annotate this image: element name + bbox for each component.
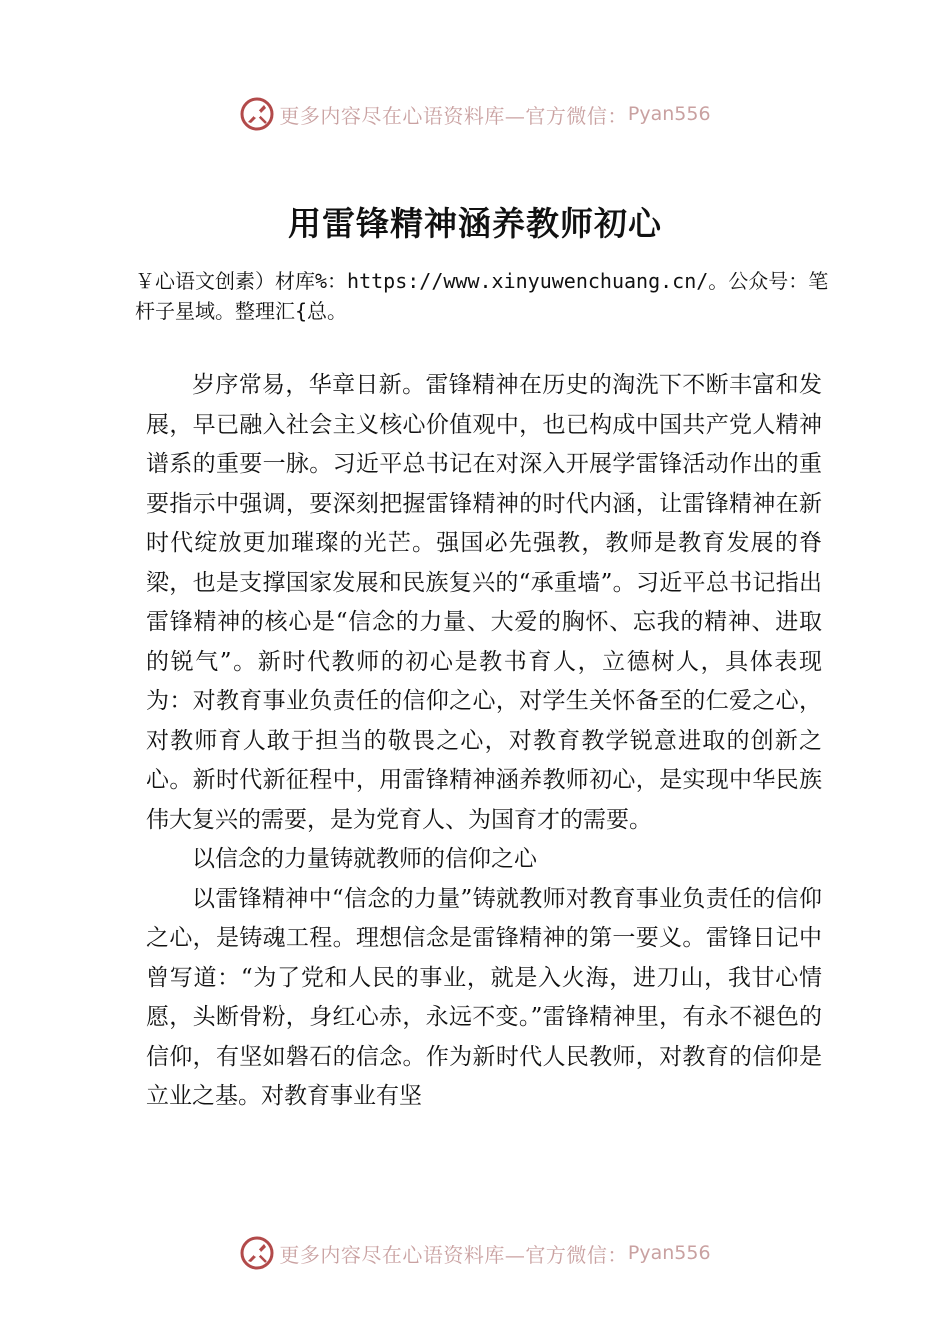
quill-pen-logo-icon [239,96,275,132]
source-line: ￥心语文创素）材库%：https://www.xinyuwenchuang.cn/。公众号：笔杆子星域。整理汇{总。 [135,269,829,323]
header-watermark-banner [0,94,950,134]
document-body [146,366,822,1117]
watermark-contact: Pyan556 [627,1242,711,1264]
watermark-contact: Pyan556 [627,103,711,125]
document-title: 用雷锋精神涵养教师初心 [288,204,662,243]
quill-pen-logo-icon [239,1235,275,1271]
body-paragraph: 岁序常易，华章日新。雷锋精神在历史的淘洗下不断丰富和发展，早已融入社会主义核心价值观中，也已构成中国共产党人精神谱系的重要一脉。习近平总书记在对深入开展学雷锋活动作出的重要指示中强调，要深刻把握雷锋精神的时代内涵，让雷锋精神在新时代绽放更加璀璨的光芒。强国必先强教，教师是教育发展的脊梁，也是支撑国家发展和民族复兴的“承重墙”。习近平总书记指出雷锋精神的核心是“信念的力量、大爱的胸怀、忘我的精神、进取的锐气”。新时代教师的初心是教书育人，立德树人，具体表现为：对教育事业负责任的信仰之心，对学生关怀备至的仁爱之心，对教师育人敢于担当的敬畏之心，对教育教学锐意进取的创新之心。新时代新征程中，用雷锋精神涵养教师初心，是实现中华民族伟大复兴的需要，是为党育人、为国育才的需要。 [146,372,822,833]
body-paragraph: 以雷锋精神中“信念的力量”铸就教师对教育事业负责任的信仰之心，是铸魂工程。理想信念是雷锋精神的第一要义。雷锋日记中曾写道：“为了党和人民的事业，就是入火海，进刀山，我甘心情愿，头断骨粉，身红心赤，永远不变。”雷锋精神里，有永不褪色的信仰，有坚如磐石的信念。作为新时代人民教师，对教育的信仰是立业之基。对教育事业有坚 [146,885,822,1109]
section-heading: 以信念的力量铸就教师的信仰之心 [192,846,537,872]
watermark-text: 更多内容尽在心语资料库—官方微信： [279,1242,628,1267]
footer-watermark-banner [0,1233,950,1273]
watermark-text: 更多内容尽在心语资料库—官方微信： [279,103,628,128]
